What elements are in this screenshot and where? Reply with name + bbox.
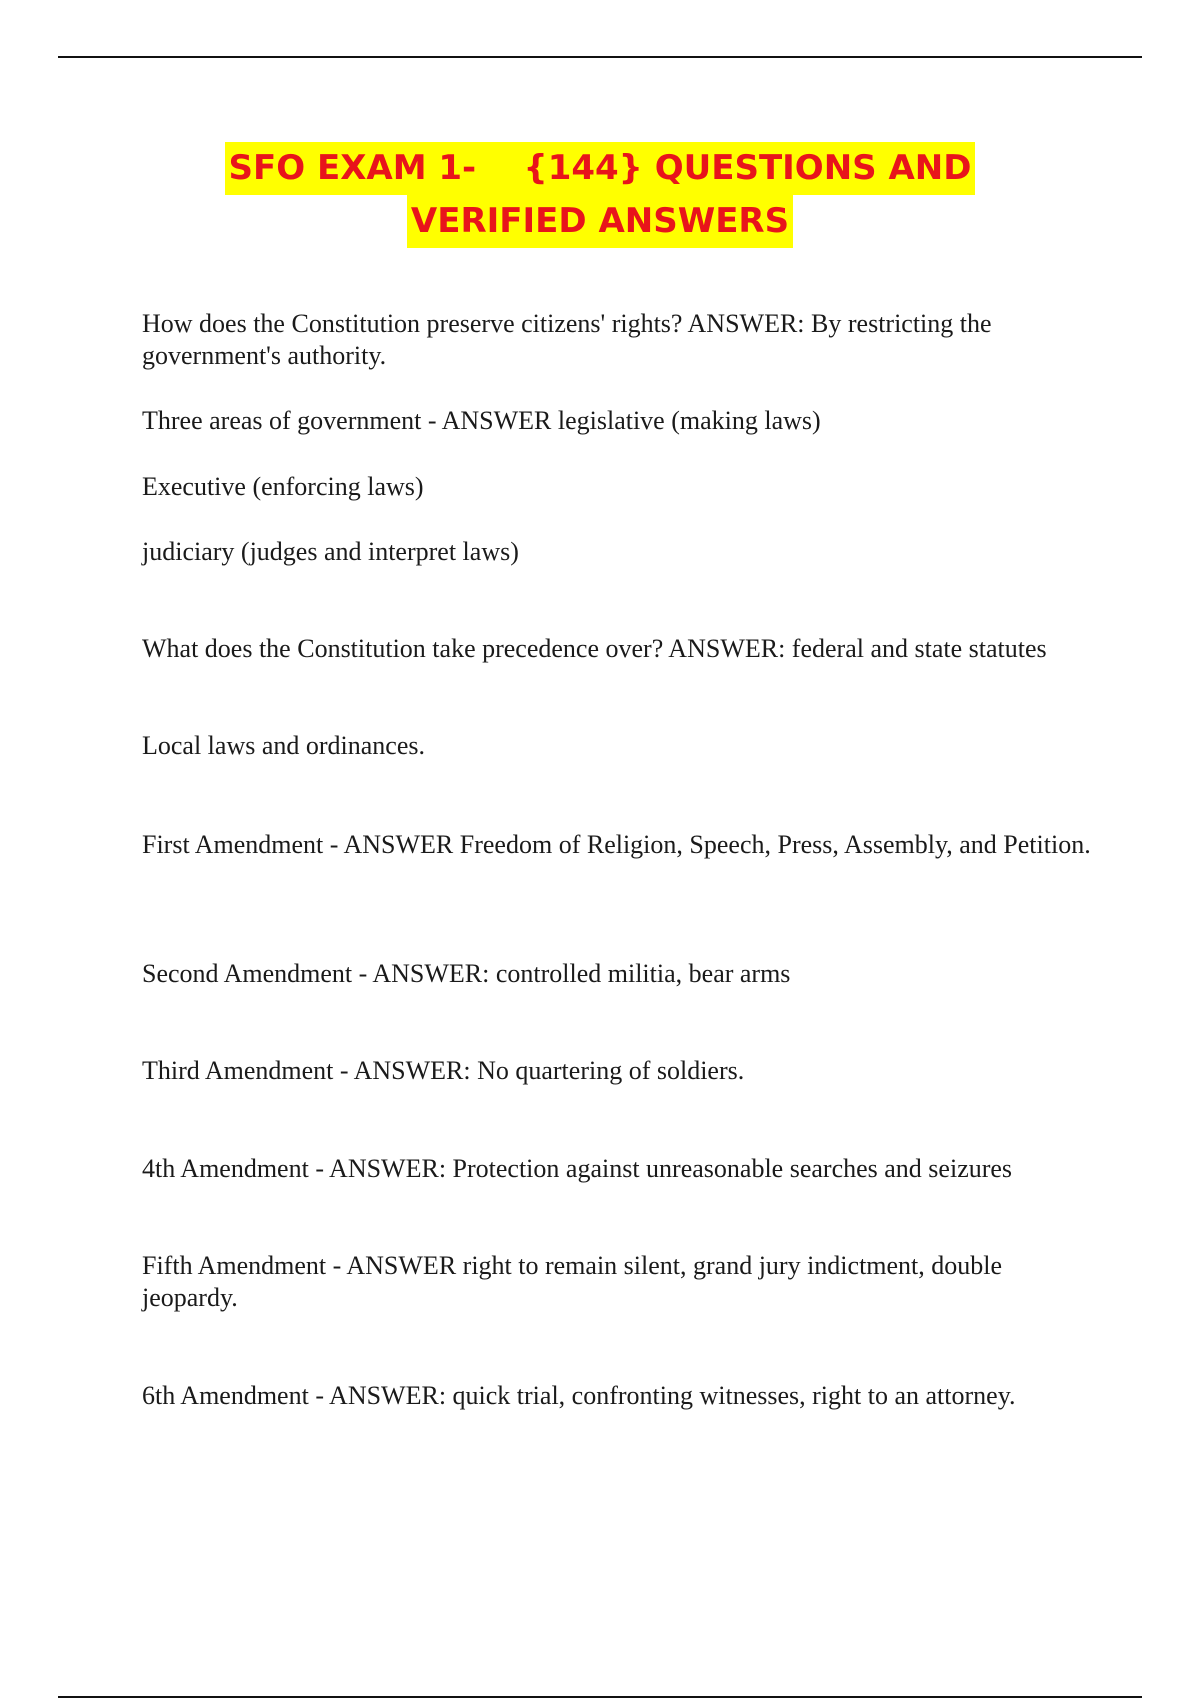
footer-rule: [58, 1696, 1142, 1698]
qa-paragraph-9: Third Amendment - ANSWER: No quartering of soldiers.: [142, 1056, 745, 1085]
title-line-1: SFO EXAM 1- {144} QUESTIONS AND: [225, 142, 976, 195]
qa-paragraph-4: judiciary (judges and interpret laws): [142, 537, 519, 566]
qa-paragraph-8: Second Amendment - ANSWER: controlled militia, bear arms: [142, 959, 791, 988]
qa-paragraph-3: Executive (enforcing laws): [142, 472, 424, 501]
title-line-2: VERIFIED ANSWERS: [407, 195, 793, 248]
qa-paragraph-11: Fifth Amendment - ANSWER right to remain silent, grand jury indictment, double jeopardy.: [142, 1251, 1003, 1312]
qa-paragraph-7: First Amendment - ANSWER Freedom of Religion, Speech, Press, Assembly, and Petition.: [142, 830, 1091, 859]
qa-paragraph-1: How does the Constitution preserve citizens' rights? ANSWER: By restricting the government's authority.: [142, 309, 992, 370]
qa-paragraph-2: Three areas of government - ANSWER legislative (making laws): [142, 406, 821, 435]
qa-paragraph-5: What does the Constitution take precedence over? ANSWER: federal and state statutes: [142, 634, 1047, 663]
header-rule: [58, 56, 1142, 58]
document-title: [0, 142, 1200, 248]
qa-paragraph-12: 6th Amendment - ANSWER: quick trial, confronting witnesses, right to an attorney.: [142, 1381, 1016, 1410]
qa-paragraph-10: 4th Amendment - ANSWER: Protection against unreasonable searches and seizures: [142, 1154, 1013, 1183]
qa-paragraph-6: Local laws and ordinances.: [142, 731, 426, 760]
